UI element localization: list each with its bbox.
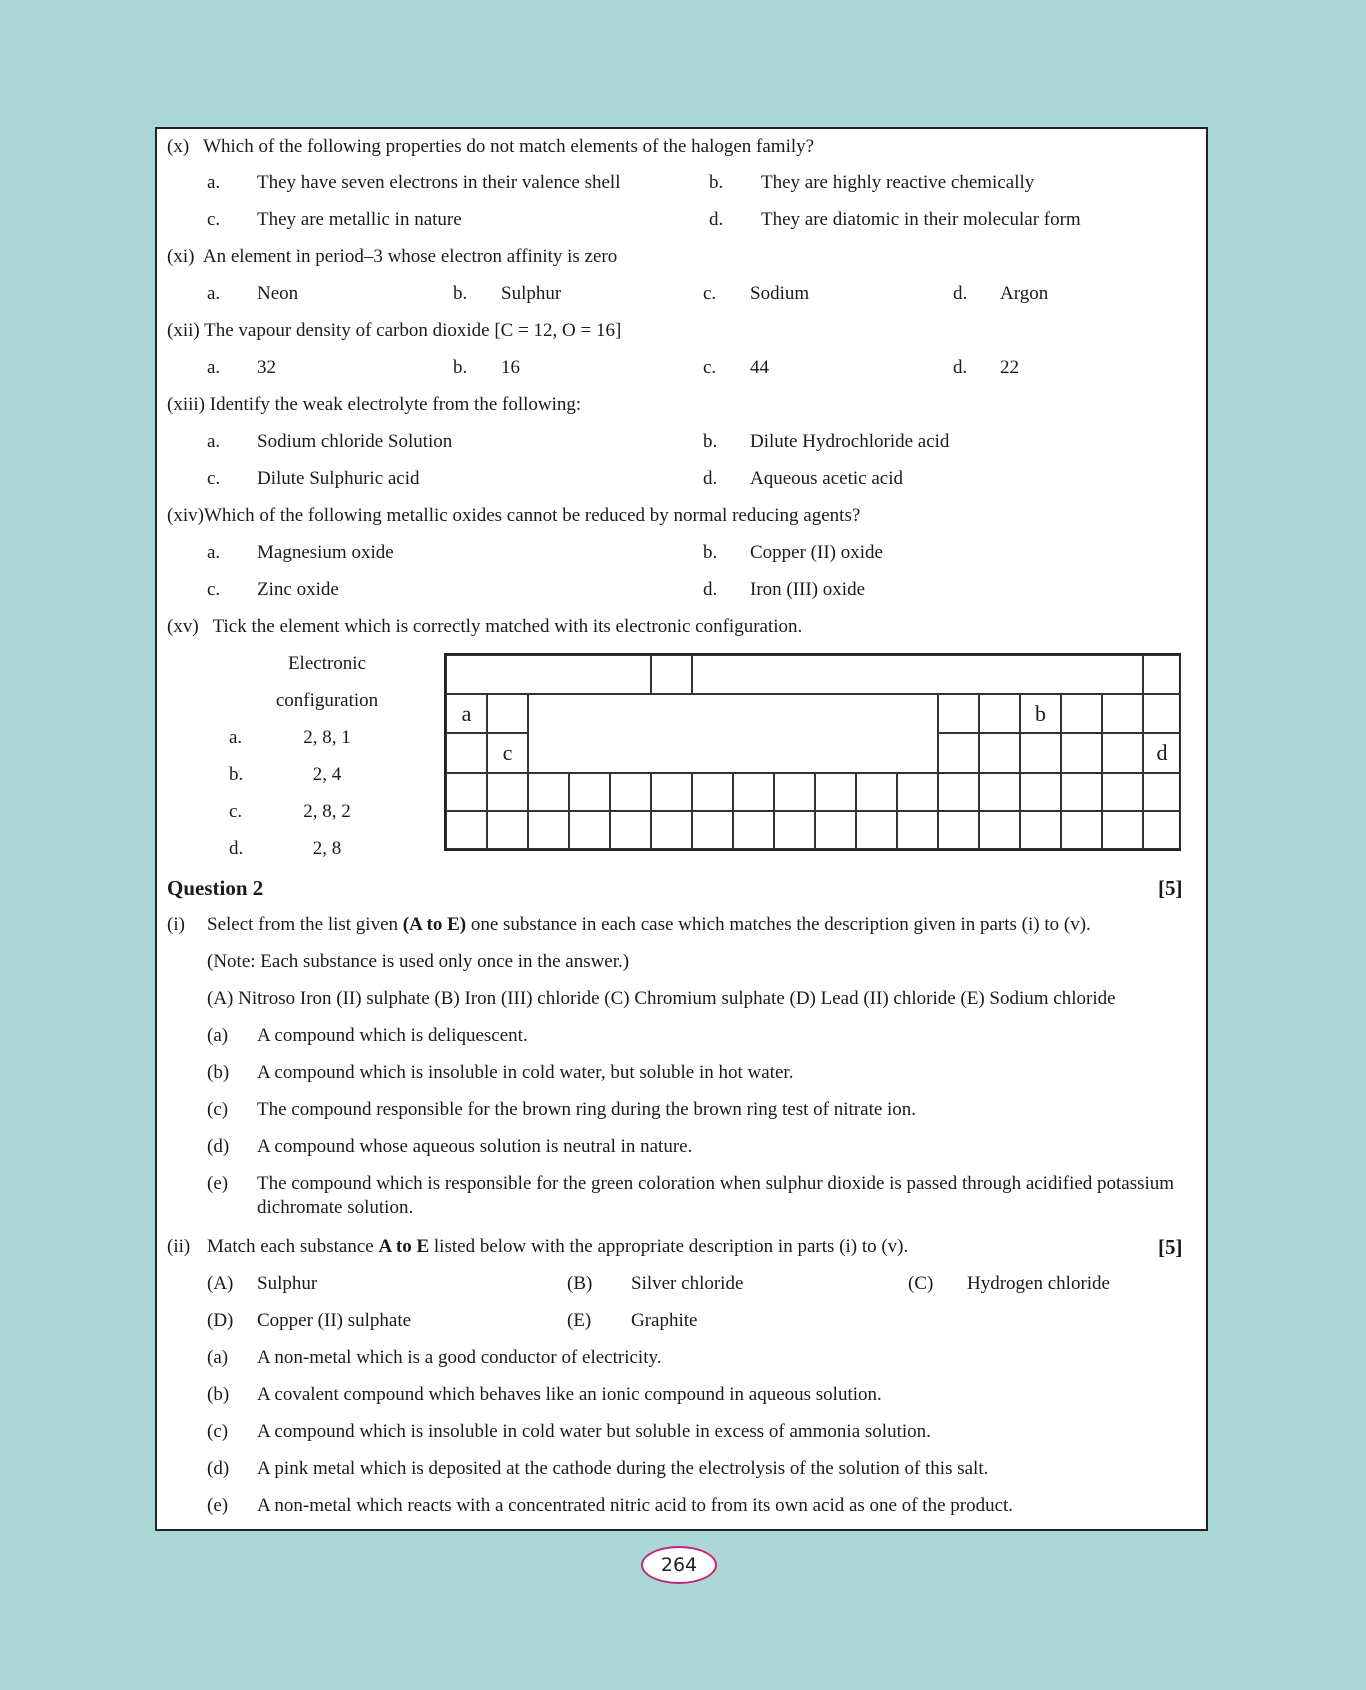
table-cell xyxy=(692,773,733,811)
question-xi xyxy=(167,245,617,269)
option-text: 32 xyxy=(257,357,276,378)
table-cell xyxy=(528,811,569,849)
option-text: Neon xyxy=(257,283,299,304)
text-pre: Match each substance xyxy=(207,1236,379,1257)
config-letter: a. xyxy=(229,727,243,748)
question-xiii xyxy=(167,393,581,417)
option-text: Copper (II) oxide xyxy=(750,542,883,563)
text-post: one substance in each case which matches the description given in parts (i) to (v). xyxy=(466,914,1091,935)
question-2-marks: [5] xyxy=(1158,876,1183,900)
part-letter: (d) xyxy=(207,1458,230,1479)
table-cell xyxy=(856,773,897,811)
question-text: An element in period–3 whose electron affinity is zero xyxy=(202,246,618,267)
question-xii xyxy=(167,319,621,343)
option-text: Argon xyxy=(1000,283,1049,304)
table-cell xyxy=(1102,694,1143,733)
table-cell xyxy=(446,773,487,811)
config-heading: Electronic xyxy=(287,653,367,674)
substance-name: Graphite xyxy=(631,1310,698,1331)
table-cell xyxy=(569,773,610,811)
question-text: Tick the element which is correctly matched with its electronic configuration. xyxy=(212,616,803,637)
question-number: (xv) xyxy=(167,616,199,637)
table-cell xyxy=(528,773,569,811)
table-cell xyxy=(733,811,774,849)
part-letter: (b) xyxy=(207,1062,230,1083)
part-text: A compound which is insoluble in cold water but soluble in excess of ammonia solution. xyxy=(257,1421,931,1442)
part-letter: (a) xyxy=(207,1347,229,1368)
option-letter: b. xyxy=(453,283,468,304)
text-bold: A to E xyxy=(378,1236,430,1257)
option-text: They are diatomic in their molecular form xyxy=(761,209,1081,230)
option-letter: d. xyxy=(953,357,968,378)
table-cell-a: a xyxy=(446,694,487,733)
table-cell xyxy=(1143,773,1181,811)
table-cell xyxy=(979,773,1020,811)
option-text: 16 xyxy=(501,357,520,378)
table-cell xyxy=(733,773,774,811)
table-cell xyxy=(487,694,528,733)
table-cell xyxy=(569,811,610,849)
table-cell xyxy=(446,811,487,849)
config-letter: d. xyxy=(229,838,244,859)
option-letter: d. xyxy=(709,209,724,230)
q2-i-list: (A) Nitroso Iron (II) sulphate (B) Iron (III) chloride (C) Chromium sulphate (D) Lead (II) chloride (E) Sodium chloride xyxy=(207,988,1116,1009)
option-letter: c. xyxy=(703,357,717,378)
table-cell xyxy=(1020,811,1061,849)
table-cell xyxy=(1102,733,1143,773)
table-cell xyxy=(1102,811,1143,849)
question-number: (xiii) xyxy=(167,394,205,415)
part-text: A pink metal which is deposited at the cathode during the electrolysis of the solution of this salt. xyxy=(257,1458,989,1479)
table-cell xyxy=(897,811,938,849)
table-cell xyxy=(856,811,897,849)
option-letter: b. xyxy=(703,542,718,563)
part-letter: (e) xyxy=(207,1495,229,1516)
substance-letter: (D) xyxy=(207,1310,234,1331)
substance-letter: (C) xyxy=(908,1273,934,1294)
part-text: A compound which is insoluble in cold water, but soluble in hot water. xyxy=(257,1062,794,1083)
substance-name: Silver chloride xyxy=(631,1273,744,1294)
table-cell xyxy=(692,655,1143,694)
option-text: 22 xyxy=(1000,357,1019,378)
part-text: A covalent compound which behaves like an ionic compound in aqueous solution. xyxy=(257,1384,882,1405)
periodic-table-grid xyxy=(444,653,1181,851)
part-text: A non-metal which reacts with a concentrated nitric acid to from its own acid as one of the product. xyxy=(257,1495,1014,1516)
question-x xyxy=(167,135,814,159)
table-cell xyxy=(1143,655,1181,694)
config-heading: configuration xyxy=(275,690,379,711)
question-xv xyxy=(167,615,802,639)
option-text: They have seven electrons in their valence shell xyxy=(257,172,621,193)
option-letter: a. xyxy=(207,357,221,378)
table-cell-c: c xyxy=(487,733,528,773)
option-text: Sodium xyxy=(750,283,810,304)
option-text: Aqueous acetic acid xyxy=(750,468,903,489)
config-value: 2, 4 xyxy=(312,764,342,785)
table-cell xyxy=(1061,811,1102,849)
option-text: Sulphur xyxy=(501,283,562,304)
table-cell xyxy=(774,811,815,849)
table-cell xyxy=(651,773,692,811)
part-letter: (b) xyxy=(207,1384,230,1405)
substance-letter: (A) xyxy=(207,1273,234,1294)
part-letter: (e) xyxy=(207,1173,229,1194)
question-text: The vapour density of carbon dioxide [C = 12, O = 16] xyxy=(204,320,622,341)
substance-name: Hydrogen chloride xyxy=(967,1273,1110,1294)
table-cell xyxy=(610,773,651,811)
part-text: A compound which is deliquescent. xyxy=(257,1025,528,1046)
question-text: Which of the following properties do not match elements of the halogen family? xyxy=(203,136,815,157)
substance-letter: (E) xyxy=(567,1310,592,1331)
question-number: (xiv) xyxy=(167,505,204,526)
text-pre: Select from the list given xyxy=(207,914,403,935)
question-text: Which of the following metallic oxides cannot be reduced by normal reducing agents? xyxy=(203,505,861,526)
table-cell xyxy=(487,773,528,811)
option-text: Magnesium oxide xyxy=(257,542,394,563)
table-cell xyxy=(938,773,979,811)
option-text: Iron (III) oxide xyxy=(750,579,866,600)
text-bold: (A to E) xyxy=(402,914,467,935)
table-cell xyxy=(1061,694,1102,733)
option-letter: b. xyxy=(703,431,718,452)
table-cell xyxy=(979,811,1020,849)
table-cell xyxy=(774,773,815,811)
table-cell xyxy=(1020,733,1061,773)
config-value: 2, 8, 1 xyxy=(303,727,351,748)
table-cell xyxy=(938,694,979,733)
option-text: Dilute Sulphuric acid xyxy=(257,468,420,489)
table-cell xyxy=(979,694,1020,733)
q2-i-note: (Note: Each substance is used only once in the answer.) xyxy=(207,951,630,972)
option-text: Zinc oxide xyxy=(257,579,339,600)
question-xiv xyxy=(167,504,860,528)
part-letter: (a) xyxy=(207,1025,229,1046)
table-cell xyxy=(979,733,1020,773)
q2-ii-number: (ii) xyxy=(167,1236,191,1257)
question-number: (x) xyxy=(167,136,190,157)
question-2-title: Question 2 xyxy=(167,876,264,900)
option-letter: a. xyxy=(207,172,221,193)
table-cell-b: b xyxy=(1020,694,1061,733)
config-value: 2, 8, 2 xyxy=(303,801,351,822)
option-letter: a. xyxy=(207,431,221,452)
q2-i-number: (i) xyxy=(167,914,185,935)
option-text: 44 xyxy=(750,357,769,378)
option-letter: c. xyxy=(207,579,221,600)
q2-ii-text xyxy=(207,1235,908,1259)
option-letter: c. xyxy=(207,209,221,230)
part-letter: (c) xyxy=(207,1421,229,1442)
table-cell xyxy=(938,811,979,849)
option-text: They are highly reactive chemically xyxy=(761,172,1035,193)
option-letter: b. xyxy=(453,357,468,378)
option-letter: d. xyxy=(953,283,968,304)
option-letter: a. xyxy=(207,283,221,304)
option-letter: d. xyxy=(703,468,718,489)
q2-ii-marks: [5] xyxy=(1158,1235,1183,1259)
table-cell xyxy=(815,811,856,849)
table-cell xyxy=(446,655,651,694)
table-cell xyxy=(1061,733,1102,773)
option-letter: c. xyxy=(207,468,221,489)
part-text: A compound whose aqueous solution is neutral in nature. xyxy=(257,1136,693,1157)
question-number: (xii) xyxy=(167,320,200,341)
option-text: Sodium chloride Solution xyxy=(257,431,453,452)
table-cell xyxy=(692,811,733,849)
part-letter: (c) xyxy=(207,1099,229,1120)
table-cell xyxy=(897,773,938,811)
substance-name: Sulphur xyxy=(257,1273,318,1294)
part-letter: (d) xyxy=(207,1136,230,1157)
option-letter: c. xyxy=(703,283,717,304)
table-cell xyxy=(1102,773,1143,811)
option-text: Dilute Hydrochloride acid xyxy=(750,431,950,452)
table-cell xyxy=(487,811,528,849)
part-text: The compound which is responsible for the green coloration when sulphur dioxide is passed through acidified potassium dichromate solution. xyxy=(257,1173,1175,1218)
table-cell xyxy=(815,773,856,811)
config-value: 2, 8 xyxy=(312,838,342,859)
option-letter: b. xyxy=(709,172,724,193)
table-cell-d: d xyxy=(1143,733,1181,773)
text-post: listed below with the appropriate description in parts (i) to (v). xyxy=(429,1236,909,1257)
table-cell xyxy=(528,694,938,773)
table-cell xyxy=(446,733,487,773)
config-letter: b. xyxy=(229,764,244,785)
question-number: (xi) xyxy=(167,246,195,267)
option-letter: d. xyxy=(703,579,718,600)
table-cell xyxy=(1143,811,1181,849)
part-text: The compound responsible for the brown ring during the brown ring test of nitrate ion. xyxy=(257,1099,917,1120)
table-cell xyxy=(1143,694,1181,733)
table-cell xyxy=(938,733,979,773)
part-text: A non-metal which is a good conductor of electricity. xyxy=(257,1347,662,1368)
option-text: They are metallic in nature xyxy=(257,209,462,230)
config-letter: c. xyxy=(229,801,243,822)
table-cell xyxy=(1020,773,1061,811)
table-cell xyxy=(1061,773,1102,811)
substance-name: Copper (II) sulphate xyxy=(257,1310,412,1331)
substance-letter: (B) xyxy=(567,1273,593,1294)
table-cell xyxy=(610,811,651,849)
page-number: 264 xyxy=(641,1546,717,1584)
table-cell xyxy=(651,655,692,694)
option-letter: a. xyxy=(207,542,221,563)
q2-i-text xyxy=(207,913,1091,937)
question-text: Identify the weak electrolyte from the following: xyxy=(209,394,582,415)
table-cell xyxy=(651,811,692,849)
